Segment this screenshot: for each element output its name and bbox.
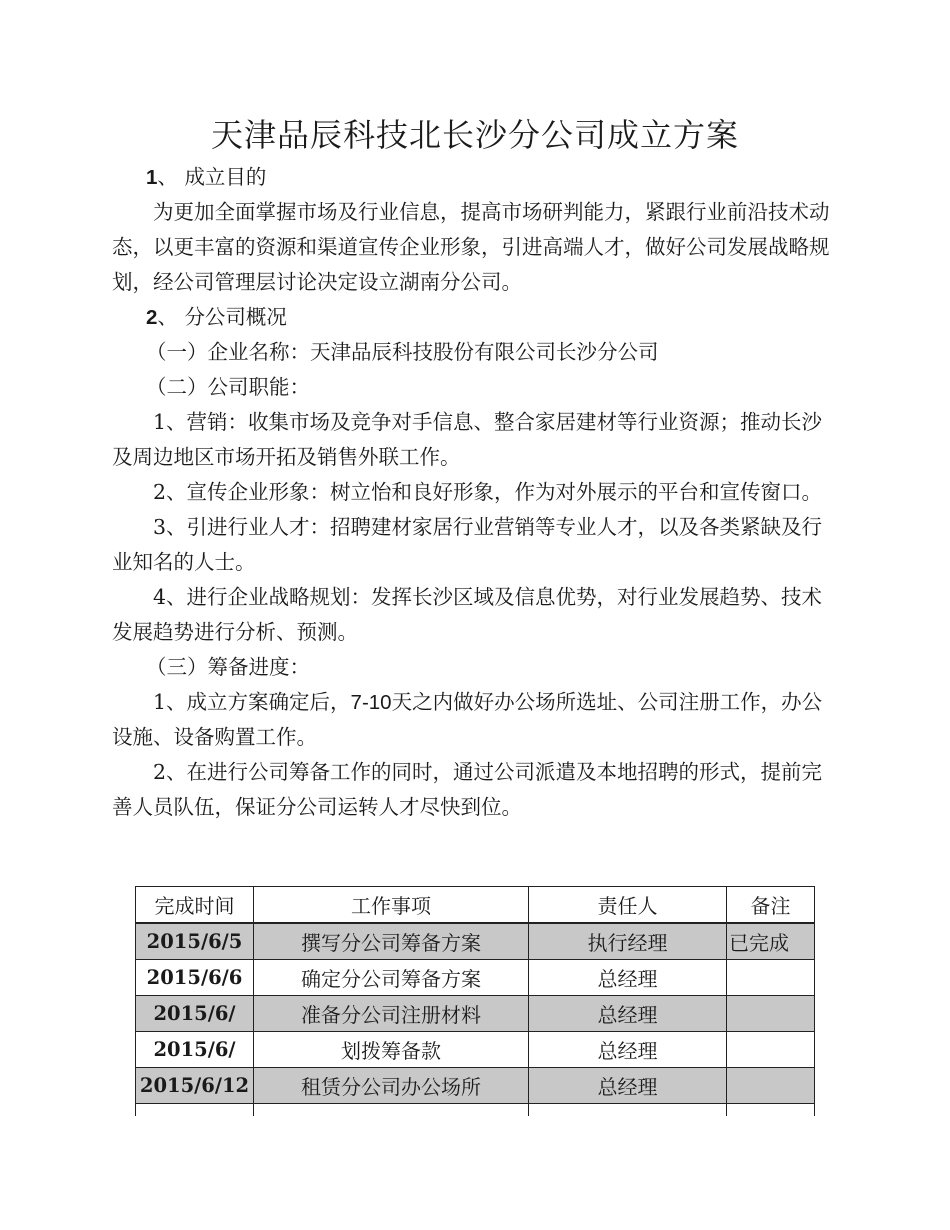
table-row — [136, 1068, 815, 1104]
section-1-separator: 、 — [157, 165, 185, 189]
cell-remarks: 已完成 — [727, 923, 815, 960]
progress-item-1 — [112, 685, 836, 755]
company-name-line: （一）企业名称：天津品辰科技股份有限公司长沙分公司 — [146, 340, 659, 364]
section-1-paragraph: 为更加全面掌握市场及行业信息，提高市场研判能力，紧跟行业前沿技术动态，以更丰富的资源和渠道宣传企业形象，引进高端人才，做好公司发展战略规划，经公司管理层讨论决定设立湖南分公司。 — [112, 200, 830, 294]
cell-remarks — [727, 996, 815, 1032]
header-completion-time: 完成时间 — [136, 887, 254, 924]
section-2-heading-text: 分公司概况 — [184, 305, 287, 329]
document-body — [112, 160, 836, 825]
function-item-marketing: 1、营销：收集市场及竞争对手信息、整合家居建材等行业资源；推动长沙及周边地区市场开拓及销售外联工作。 — [112, 410, 823, 469]
section-2-heading — [112, 300, 836, 335]
function-item-strategy: 4、进行企业战略规划：发挥长沙区域及信息优势，对行业发展趋势、技术发展趋势进行分析、预测。 — [112, 585, 823, 644]
progress-item-1-days: 7-10 — [350, 691, 392, 714]
cell-work-item: 划拨筹备款 — [254, 1032, 529, 1068]
progress-item-2: 2、在进行公司筹备工作的同时，通过公司派遣及本地招聘的形式，提前完善人员队伍，保证分公司运转人才尽快到位。 — [112, 760, 823, 819]
table-row-partial — [136, 1104, 815, 1117]
cell-date: 2015/6/12 — [136, 1068, 254, 1104]
cell-remarks — [727, 960, 815, 996]
cell-responsible: 总经理 — [529, 960, 727, 996]
function-item-talent: 3、引进行业人才：招聘建材家居行业营销等专业人才，以及各类紧缺及行业知名的人士。 — [112, 515, 823, 574]
section-1-heading-text: 成立目的 — [184, 165, 267, 189]
header-responsible-person: 责任人 — [529, 887, 727, 924]
cell-remarks — [727, 1032, 815, 1068]
section-2-number: 2 — [146, 306, 158, 329]
cell-work-item: 撰写分公司筹备方案 — [254, 923, 529, 960]
cell-work-item: 确定分公司筹备方案 — [254, 960, 529, 996]
table-row — [136, 960, 815, 996]
progress-item-1-start: 1、成立方案确定后， — [153, 690, 351, 714]
section-1-heading — [112, 160, 836, 195]
table-header-row — [136, 887, 815, 924]
cell-responsible: 总经理 — [529, 1032, 727, 1068]
document-title: 天津品辰科技北长沙分公司成立方案 — [210, 116, 739, 154]
cell-responsible: 总经理 — [529, 996, 727, 1032]
cell-empty — [136, 1104, 254, 1117]
preparation-progress-heading: （三）筹备进度： — [146, 655, 310, 679]
section-1-number: 1 — [146, 166, 158, 189]
cell-empty — [254, 1104, 529, 1117]
cell-date: 2015/6/5 — [136, 923, 254, 960]
table-row — [136, 1032, 815, 1068]
section-2-separator: 、 — [157, 305, 185, 329]
table-row — [136, 996, 815, 1032]
cell-date: 2015/6/ — [136, 1032, 254, 1068]
schedule-table — [135, 886, 815, 1116]
company-functions-heading: （二）公司职能： — [146, 375, 310, 399]
cell-work-item: 准备分公司注册材料 — [254, 996, 529, 1032]
cell-responsible: 总经理 — [529, 1068, 727, 1104]
cell-empty — [727, 1104, 815, 1117]
function-item-branding: 2、宣传企业形象：树立怡和良好形象，作为对外展示的平台和宣传窗口。 — [153, 480, 823, 504]
header-work-item: 工作事项 — [254, 887, 529, 924]
cell-empty — [529, 1104, 727, 1117]
progress-item-1-end: 天之内做好办公场所选址、公司注册工作，办公设施、设备购置工作。 — [112, 690, 823, 749]
cell-remarks — [727, 1068, 815, 1104]
table-row — [136, 923, 815, 960]
header-remarks: 备注 — [727, 887, 815, 924]
cell-date: 2015/6/6 — [136, 960, 254, 996]
cell-work-item: 租赁分公司办公场所 — [254, 1068, 529, 1104]
cell-responsible: 执行经理 — [529, 923, 727, 960]
cell-date: 2015/6/ — [136, 996, 254, 1032]
